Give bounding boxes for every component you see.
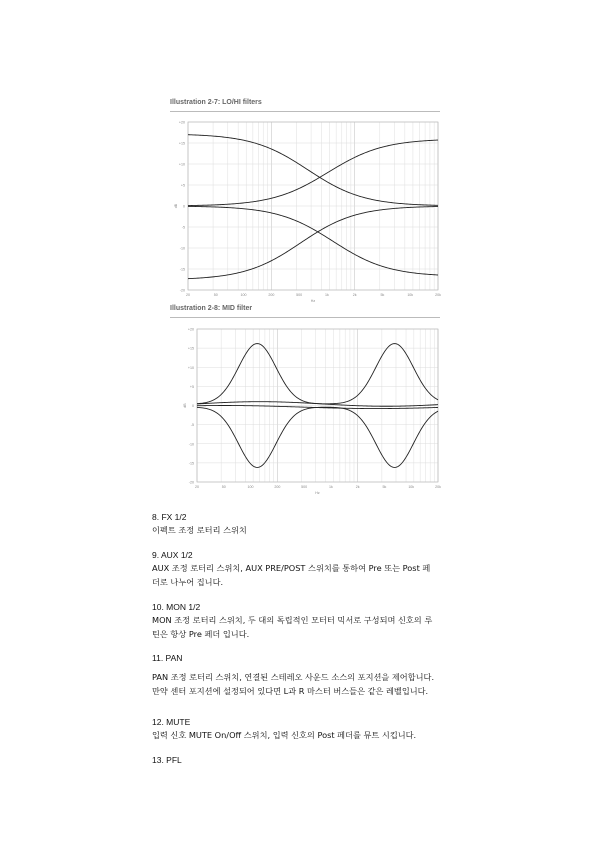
x-tick-label: 20 <box>195 485 199 489</box>
x-tick-label: 20 <box>186 293 190 297</box>
response-curve-mid-cut <box>197 407 438 467</box>
figure-1-rule <box>170 111 440 112</box>
mid-filter-graph <box>170 325 440 493</box>
x-tick-label: 500 <box>296 293 303 297</box>
section-body-line: PAN 조정 로터리 스위치, 연결된 스테레오 사운드 소스의 포지션을 제어합니다. <box>152 672 435 682</box>
x-tick-label: 1k <box>324 293 329 297</box>
section-mute <box>152 716 512 742</box>
y-tick-label: +5 <box>180 183 185 188</box>
x-tick-label: 500 <box>301 485 308 489</box>
y-tick-label: 0 <box>183 204 185 209</box>
section-pan <box>152 652 512 698</box>
x-tick-label: 20k <box>435 485 441 489</box>
x-tick-label: 50 <box>221 485 226 489</box>
response-curve-hi-boost <box>188 206 438 275</box>
x-tick-label: 5k <box>382 485 387 489</box>
y-tick-label: -10 <box>188 442 194 447</box>
figure-2-rule <box>170 317 440 318</box>
section-aux <box>152 549 512 589</box>
x-tick-label: 2k <box>352 293 357 297</box>
x-axis-label: Hz <box>315 491 320 495</box>
response-curve-lo-cut <box>188 135 438 206</box>
section-heading: 11. PAN <box>152 653 183 663</box>
x-tick-label: 50 <box>213 293 218 297</box>
y-tick-label: -15 <box>188 461 194 466</box>
section-body-line: 만약 센터 포지션에 설정되어 있다면 L과 R 마스터 버스들은 같은 레벨입니다. <box>152 686 429 696</box>
section-heading: 13. PFL <box>152 755 182 765</box>
y-tick-label: +15 <box>187 346 194 351</box>
x-tick-label: 200 <box>268 293 275 297</box>
response-curve-lo-boost <box>188 207 438 279</box>
lo-hi-filter-graph <box>170 118 440 303</box>
x-tick-label: 2k <box>355 485 360 489</box>
y-tick-label: -15 <box>179 267 185 272</box>
y-tick-label: +10 <box>187 365 194 370</box>
y-tick-label: -5 <box>181 225 185 230</box>
x-tick-label: 5k <box>380 293 385 297</box>
x-tick-label: 10k <box>408 485 415 489</box>
figure-2-title: Illustration 2-8: MID filter <box>170 305 253 312</box>
section-body-line: 이펙트 조정 로터리 스위치 <box>152 525 247 535</box>
y-tick-label: +10 <box>178 162 185 167</box>
x-tick-label: 100 <box>240 293 247 297</box>
section-heading: 10. MON 1/2 <box>152 602 201 612</box>
y-axis-label: dB <box>183 403 187 408</box>
section-body-line: AUX 조정 로터리 스위치, AUX PRE/POST 스위치를 통하여 Pre 또는 Post 페 <box>152 563 431 573</box>
section-body-line: MON 조정 로터리 스위치, 두 대의 독립적인 모터터 믹서로 구성되며 신호의 루 <box>152 615 433 625</box>
x-axis-label: Hz <box>310 299 316 303</box>
y-tick-label: +20 <box>178 120 185 125</box>
section-heading: 9. AUX 1/2 <box>152 550 193 560</box>
y-tick-label: -20 <box>188 480 194 485</box>
section-heading: 12. MUTE <box>152 717 191 727</box>
y-tick-label: -20 <box>179 288 185 293</box>
x-tick-label: 10k <box>407 293 414 297</box>
section-pfl <box>152 754 512 766</box>
section-fx <box>152 511 512 537</box>
y-tick-label: -10 <box>179 246 185 251</box>
x-tick-label: 20k <box>435 293 441 297</box>
section-body-line: 틴은 항상 Pre 페더 입니다. <box>152 629 250 639</box>
section-body-line: 입력 신호 MUTE On/Off 스위치, 입력 신호의 Post 페더를 뮤트 시킵니다. <box>152 730 417 740</box>
y-axis-label: dB <box>174 203 178 209</box>
response-curve-mid-boost <box>197 344 438 404</box>
section-body-line: 더로 나누어 집니다. <box>152 577 224 587</box>
y-tick-label: 0 <box>192 404 194 408</box>
x-tick-label: 200 <box>274 485 281 489</box>
figure-1-title: Illustration 2-7: LO/HI filters <box>170 99 262 106</box>
x-tick-label: 100 <box>247 485 254 489</box>
y-tick-label: +5 <box>189 384 194 389</box>
section-mon <box>152 601 512 641</box>
y-tick-label: +20 <box>187 327 194 332</box>
y-tick-label: +15 <box>178 141 185 146</box>
y-tick-label: -5 <box>190 423 194 428</box>
x-tick-label: 1k <box>328 485 333 489</box>
section-heading: 8. FX 1/2 <box>152 512 187 522</box>
